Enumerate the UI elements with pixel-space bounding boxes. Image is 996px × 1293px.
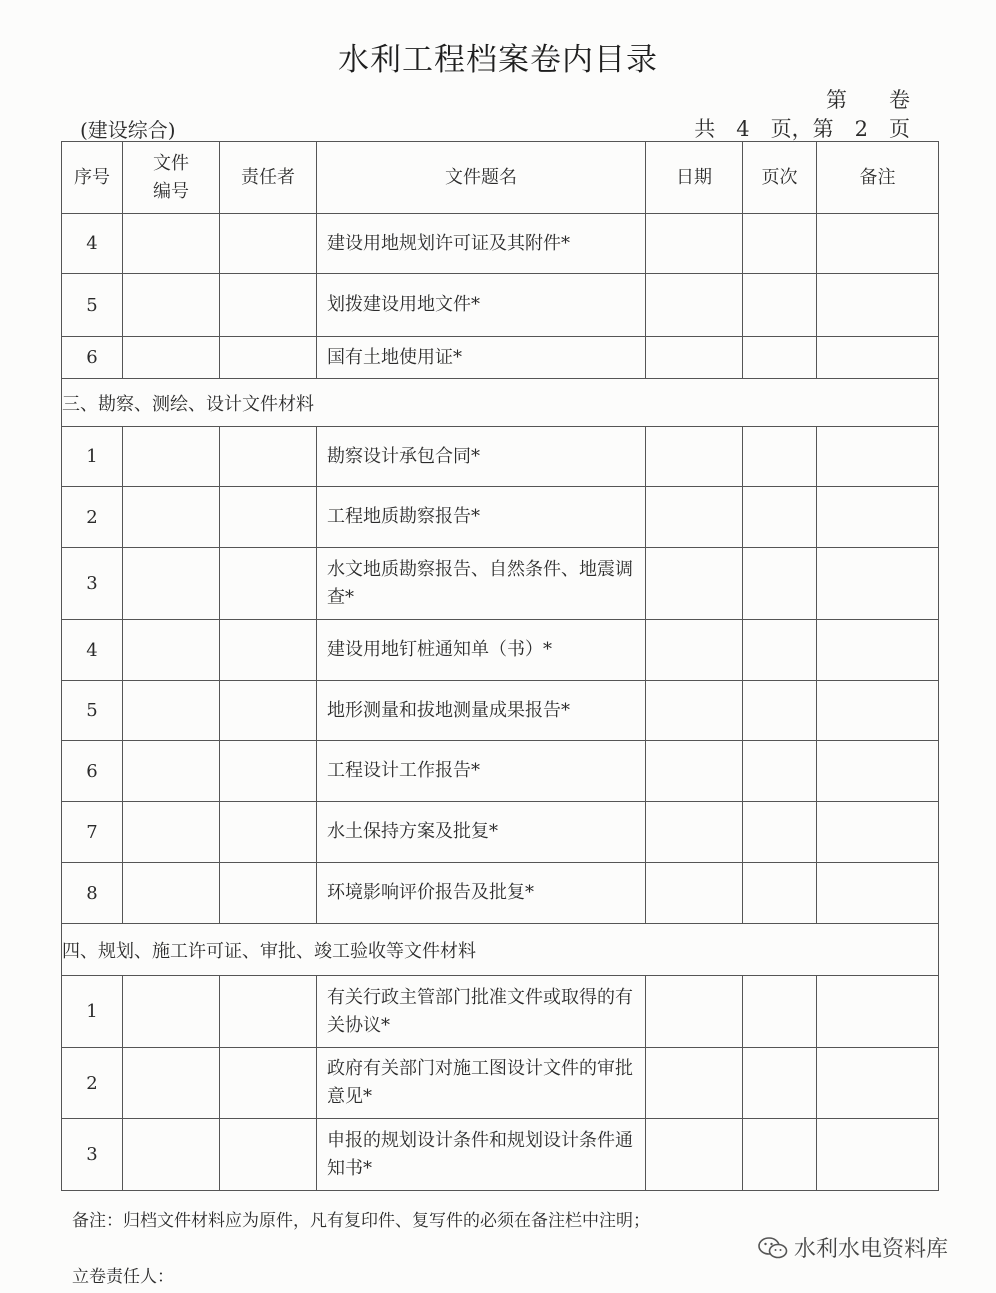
cell-page xyxy=(743,427,817,487)
cell-file-no xyxy=(123,741,220,802)
cell-doc-title: 水文地质勘察报告、自然条件、地震调查* xyxy=(317,548,646,620)
cell-date xyxy=(646,802,743,863)
table-row xyxy=(62,214,939,274)
cell-remarks xyxy=(817,863,939,924)
header-page: 页次 xyxy=(743,142,817,214)
cell-seq: 1 xyxy=(62,976,123,1048)
cell-doc-title: 勘察设计承包合同* xyxy=(317,427,646,487)
cell-file-no xyxy=(123,337,220,379)
cell-page xyxy=(743,1048,817,1119)
cell-page xyxy=(743,620,817,681)
table-row xyxy=(62,427,939,487)
cell-date xyxy=(646,427,743,487)
table-row xyxy=(62,337,939,379)
cell-remarks xyxy=(817,741,939,802)
cell-doc-title: 国有土地使用证* xyxy=(317,337,646,379)
cell-page xyxy=(743,802,817,863)
cell-date xyxy=(646,548,743,620)
cell-remarks xyxy=(817,337,939,379)
cell-page xyxy=(743,741,817,802)
watermark xyxy=(758,1232,948,1263)
table-row xyxy=(62,548,939,620)
cell-date xyxy=(646,1048,743,1119)
section-title: 四、规划、施工许可证、审批、竣工验收等文件材料 xyxy=(62,924,939,976)
table-row xyxy=(62,681,939,741)
cell-remarks xyxy=(817,976,939,1048)
cell-remarks xyxy=(817,1119,939,1191)
cell-page xyxy=(743,863,817,924)
cell-date xyxy=(646,863,743,924)
cell-responsible xyxy=(220,548,317,620)
cell-seq: 3 xyxy=(62,1119,123,1191)
cell-responsible xyxy=(220,427,317,487)
cell-remarks xyxy=(817,214,939,274)
header-date: 日期 xyxy=(646,142,743,214)
cell-remarks xyxy=(817,427,939,487)
cell-date xyxy=(646,620,743,681)
cell-page xyxy=(743,274,817,337)
cell-date xyxy=(646,1119,743,1191)
cell-page xyxy=(743,548,817,620)
cell-date xyxy=(646,976,743,1048)
cell-doc-title: 工程地质勘察报告* xyxy=(317,487,646,548)
cell-doc-title: 工程设计工作报告* xyxy=(317,741,646,802)
cell-responsible xyxy=(220,274,317,337)
cell-file-no xyxy=(123,214,220,274)
cell-responsible xyxy=(220,802,317,863)
cell-seq: 4 xyxy=(62,620,123,681)
cell-remarks xyxy=(817,274,939,337)
cell-doc-title: 建设用地钉桩通知单（书）* xyxy=(317,620,646,681)
table-header-row xyxy=(62,142,939,214)
cell-doc-title: 申报的规划设计条件和规划设计条件通知书* xyxy=(317,1119,646,1191)
cell-page xyxy=(743,337,817,379)
cell-page xyxy=(743,976,817,1048)
cell-date xyxy=(646,214,743,274)
section-row xyxy=(62,379,939,427)
cell-file-no xyxy=(123,863,220,924)
watermark-text: 水利水电资料库 xyxy=(794,1237,949,1262)
cell-file-no xyxy=(123,548,220,620)
signer-label: 立卷责任人： xyxy=(72,1267,174,1287)
cell-responsible xyxy=(220,1119,317,1191)
cell-date xyxy=(646,681,743,741)
cell-doc-title: 建设用地规划许可证及其附件* xyxy=(317,214,646,274)
cell-doc-title: 环境影响评价报告及批复* xyxy=(317,863,646,924)
section-title: 三、勘察、测绘、设计文件材料 xyxy=(62,379,939,427)
category-label: (建设综合) xyxy=(80,118,176,142)
cell-remarks xyxy=(817,487,939,548)
wechat-icon xyxy=(758,1236,788,1260)
header-file-no-line2: 编号 xyxy=(153,180,189,202)
cell-seq: 6 xyxy=(62,741,123,802)
header-doc-title: 文件题名 xyxy=(317,142,646,214)
cell-seq: 7 xyxy=(62,802,123,863)
cell-doc-title: 有关行政主管部门批准文件或取得的有关协议* xyxy=(317,976,646,1048)
cell-file-no xyxy=(123,1048,220,1119)
cell-remarks xyxy=(817,681,939,741)
cell-date xyxy=(646,741,743,802)
header-file-no xyxy=(123,142,220,214)
cell-page xyxy=(743,487,817,548)
cell-seq: 2 xyxy=(62,1048,123,1119)
cell-file-no xyxy=(123,274,220,337)
cell-date xyxy=(646,337,743,379)
cell-seq: 6 xyxy=(62,337,123,379)
cell-responsible xyxy=(220,681,317,741)
table-row xyxy=(62,741,939,802)
page-count: 共 4 页，第 2 页 xyxy=(694,117,910,141)
cell-doc-title: 地形测量和拔地测量成果报告* xyxy=(317,681,646,741)
page-title: 水利工程档案卷内目录 xyxy=(338,42,658,78)
cell-file-no xyxy=(123,802,220,863)
cell-remarks xyxy=(817,802,939,863)
cell-page xyxy=(743,1119,817,1191)
cell-responsible xyxy=(220,863,317,924)
table-row xyxy=(62,802,939,863)
cell-file-no xyxy=(123,487,220,548)
cell-responsible xyxy=(220,620,317,681)
cell-date xyxy=(646,274,743,337)
table-row xyxy=(62,1048,939,1119)
header-seq: 序号 xyxy=(62,142,123,214)
cell-seq: 5 xyxy=(62,681,123,741)
header-remarks: 备注 xyxy=(817,142,939,214)
table-row xyxy=(62,487,939,548)
cell-doc-title: 政府有关部门对施工图设计文件的审批意见* xyxy=(317,1048,646,1119)
table-row xyxy=(62,863,939,924)
footer-note: 备注：归档文件材料应为原件，凡有复印件、复写件的必须在备注栏中注明； xyxy=(72,1211,650,1231)
cell-responsible xyxy=(220,487,317,548)
cell-responsible xyxy=(220,214,317,274)
catalog-table xyxy=(61,141,939,1191)
header-file-no-line1: 文件 xyxy=(153,152,189,174)
cell-file-no xyxy=(123,976,220,1048)
table-row xyxy=(62,274,939,337)
cell-file-no xyxy=(123,1119,220,1191)
cell-responsible xyxy=(220,976,317,1048)
section-row xyxy=(62,924,939,976)
cell-file-no xyxy=(123,620,220,681)
cell-seq: 3 xyxy=(62,548,123,620)
cell-seq: 1 xyxy=(62,427,123,487)
table-row xyxy=(62,1119,939,1191)
table-row xyxy=(62,976,939,1048)
cell-remarks xyxy=(817,1048,939,1119)
volume-number: 第 卷 xyxy=(826,88,910,112)
cell-seq: 2 xyxy=(62,487,123,548)
cell-seq: 5 xyxy=(62,274,123,337)
cell-responsible xyxy=(220,741,317,802)
header-responsible: 责任者 xyxy=(220,142,317,214)
cell-doc-title: 划拨建设用地文件* xyxy=(317,274,646,337)
cell-seq: 8 xyxy=(62,863,123,924)
cell-responsible xyxy=(220,337,317,379)
cell-page xyxy=(743,681,817,741)
cell-file-no xyxy=(123,427,220,487)
cell-remarks xyxy=(817,620,939,681)
cell-doc-title: 水土保持方案及批复* xyxy=(317,802,646,863)
cell-page xyxy=(743,214,817,274)
cell-remarks xyxy=(817,548,939,620)
cell-responsible xyxy=(220,1048,317,1119)
table-row xyxy=(62,620,939,681)
cell-seq: 4 xyxy=(62,214,123,274)
cell-date xyxy=(646,487,743,548)
cell-file-no xyxy=(123,681,220,741)
